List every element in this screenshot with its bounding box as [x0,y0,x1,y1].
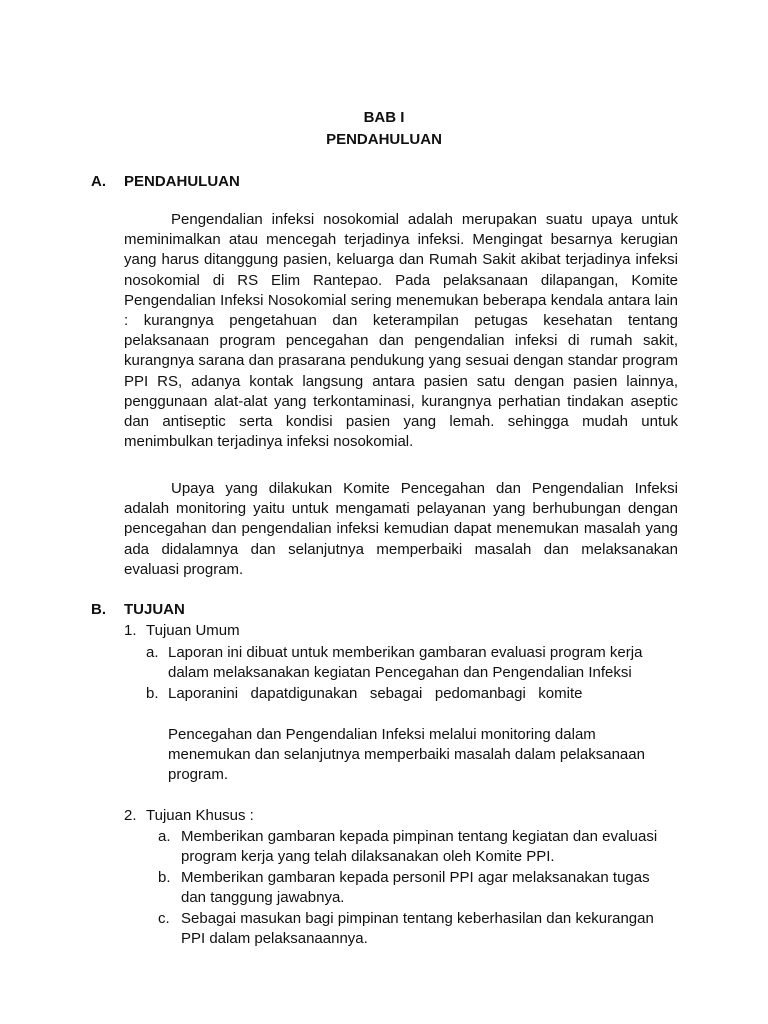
tujuan-khusus-title: Tujuan Khusus : [146,807,254,824]
khusus-item-c-letter: c. [158,910,170,927]
khusus-item-b-line1: Memberikan gambaran kepada personil PPI agar melaksanakan tugas [181,869,650,886]
khusus-item-b-line2: dan tanggung jawabnya. [181,889,345,906]
section-b-title: TUJUAN [124,601,185,618]
umum-note-line-1: Pencegahan dan Pengendalian Infeksi melalui monitoring dalam [168,726,596,743]
umum-note-line-3: program. [168,766,229,783]
umum-item-a-letter: a. [146,644,159,661]
khusus-item-b-letter: b. [158,869,171,886]
khusus-item-a-letter: a. [158,828,171,845]
paragraph-1-text: Pengendalian infeksi nosokomial adalah merupakan suatu upaya untuk meminimalkan atau mencegah terjadinya infeksi. Mengingat besarnya kerugian yang harus ditanggung pasien, keluarga dan Rumah Sakit akibat terjadinya infeksi nosokomial di RS Elim Rantepao. Pada pelaksanaan dilapangan, Komite Pengendalian Infeksi Nosokomial sering menemukan beberapa kendala antara lain : kurangnya pengetahuan dan keterampilan petugas kesehatan tentang pelaksanaan program pencegahan dan pengendalian infeksi di rumah sakit, kurangnya sarana dan prasarana pendukung yang sesuai dengan standar program PPI RS, adanya kontak langsung antara pasien satu dengan pasien lainnya, penggunaan alat-alat yang terkontaminasi, kurangnya perhatian tindakan aseptic dan antiseptic serta kondisi pasien yang lemah. sehingga mudah untuk menimbulkan terjadinya infeksi nosokomial. [124,211,678,451]
khusus-item-c-line2: PPI dalam pelaksanaannya. [181,930,368,947]
chapter-number: BAB I [363,109,405,126]
section-a-label: A. [91,173,106,190]
section-a-paragraph-1 [124,210,678,452]
section-b-label: B. [91,601,106,618]
khusus-item-a-line2: program kerja yang telah dilaksanakan oleh Komite PPI. [181,848,555,865]
umum-item-b-line1: Laporanini dapatdigunakan sebagai pedomanbagi komite [168,685,583,702]
list-number-1: 1. [124,622,137,639]
umum-item-a-line1: Laporan ini dibuat untuk memberikan gambaran evaluasi program kerja [168,644,643,661]
khusus-item-c-line1: Sebagai masukan bagi pimpinan tentang keberhasilan dan kekurangan [181,910,654,927]
khusus-item-a-line1: Memberikan gambaran kepada pimpinan tentang kegiatan dan evaluasi [181,828,658,845]
umum-note-line-2: menemukan dan selanjutnya memperbaiki masalah dalam pelaksanaan [168,746,645,763]
umum-item-b-letter: b. [146,685,159,702]
umum-item-a-line2: dalam melaksanakan kegiatan Pencegahan dan Pengendalian Infeksi [168,664,632,681]
list-number-2: 2. [124,807,137,824]
section-a-paragraph-2: Upaya yang dilakukan Komite Pencegahan dan Pengendalian Infeksi adalah monitoring yaitu untuk mengamati pelayanan yang berhubungan dengan pencegahan dan pengendalian infeksi kemudian dapat menemukan masalah yang ada didalamnya dan selanjutnya memperbaiki masalah dan melaksanakan evaluasi program. [124,480,678,578]
chapter-title: PENDAHULUAN [326,131,442,148]
section-a-title: PENDAHULUAN [124,173,240,190]
tujuan-umum-title: Tujuan Umum [146,622,240,639]
